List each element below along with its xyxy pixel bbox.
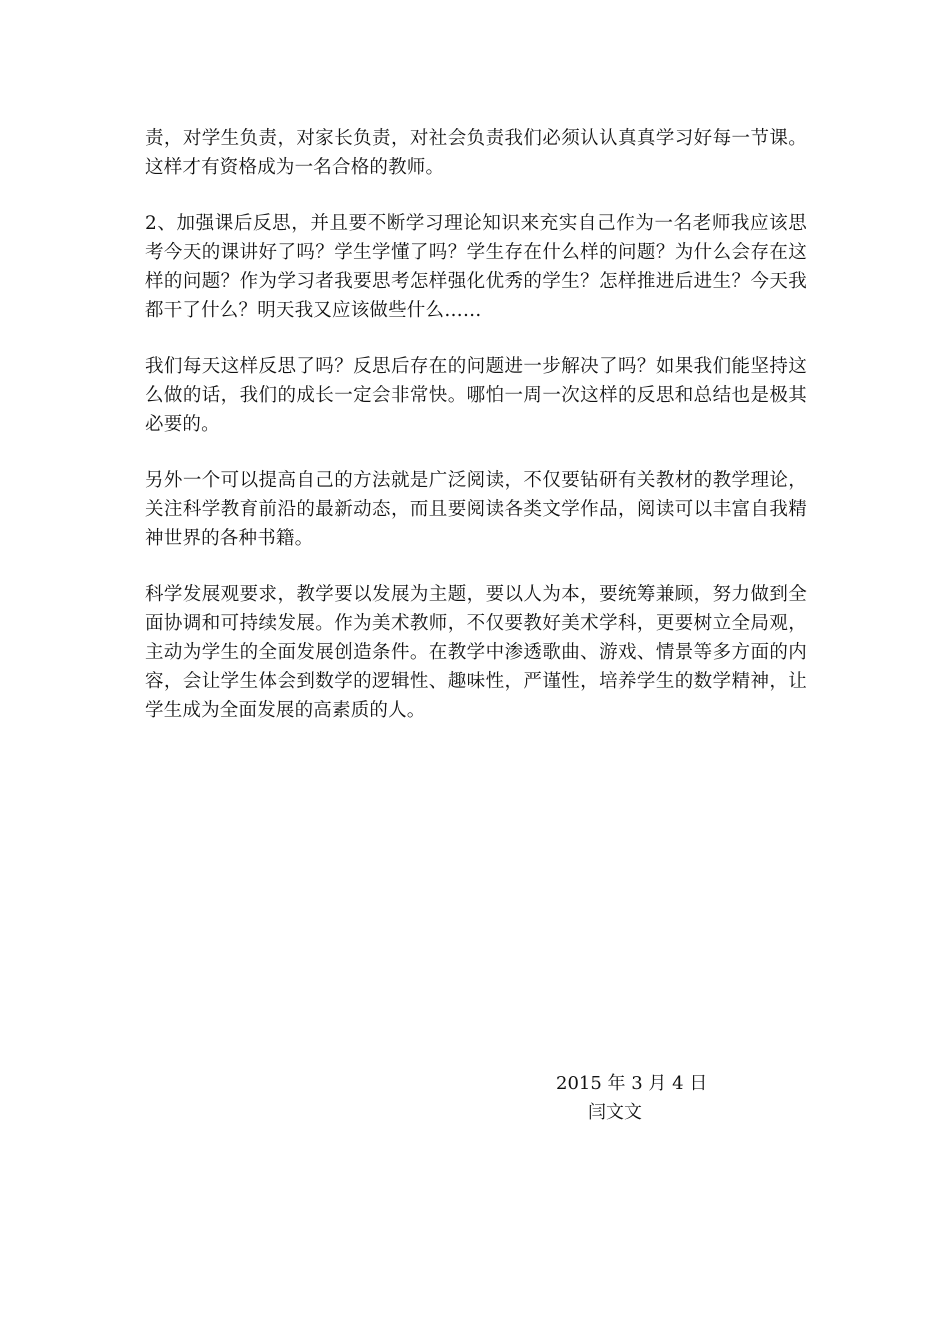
paragraph-continuation: 责，对学生负责，对家长负责，对社会负责我们必须认认真真学习好每一节课。这样才有资格成为一名合格的教师。	[145, 128, 807, 178]
paragraph-reading: 另外一个可以提高自己的方法就是广泛阅读，不仅要钻研有关教材的教学理论，关注科学教育前沿的最新动态，而且要阅读各类文学作品，阅读可以丰富自我精神世界的各种书籍。	[145, 470, 807, 549]
signature-name: 闫文文	[588, 1102, 642, 1123]
signature-date: 2015 年 3 月 4 日	[556, 1073, 708, 1094]
paragraph-daily-reflection: 我们每天这样反思了吗？反思后存在的问题进一步解决了吗？如果我们能坚持这么做的话，我们的成长一定会非常快。哪怕一周一次这样的反思和总结也是极其必要的。	[145, 356, 807, 435]
signature-block	[548, 1069, 708, 1127]
document-body	[145, 124, 807, 752]
paragraph-scientific-development: 科学发展观要求，教学要以发展为主题，要以人为本，要统筹兼顾，努力做到全面协调和可持续发展。作为美术教师，不仅要教好美术学科，更要树立全局观，主动为学生的全面发展创造条件。在教学中渗透歌曲、游戏、情景等多方面的内容，会让学生体会到数学的逻辑性、趣味性，严谨性，培养学生的数学精神，让学生成为全面发展的高素质的人。	[145, 584, 807, 721]
paragraph-reflection: 2、加强课后反思，并且要不断学习理论知识来充实自己作为一名老师我应该思考今天的课讲好了吗？学生学懂了吗？学生存在什么样的问题？为什么会存在这样的问题？作为学习者我要思考怎样强化优秀的学生？怎样推进后进生？今天我都干了什么？明天我又应该做些什么……	[145, 213, 807, 321]
